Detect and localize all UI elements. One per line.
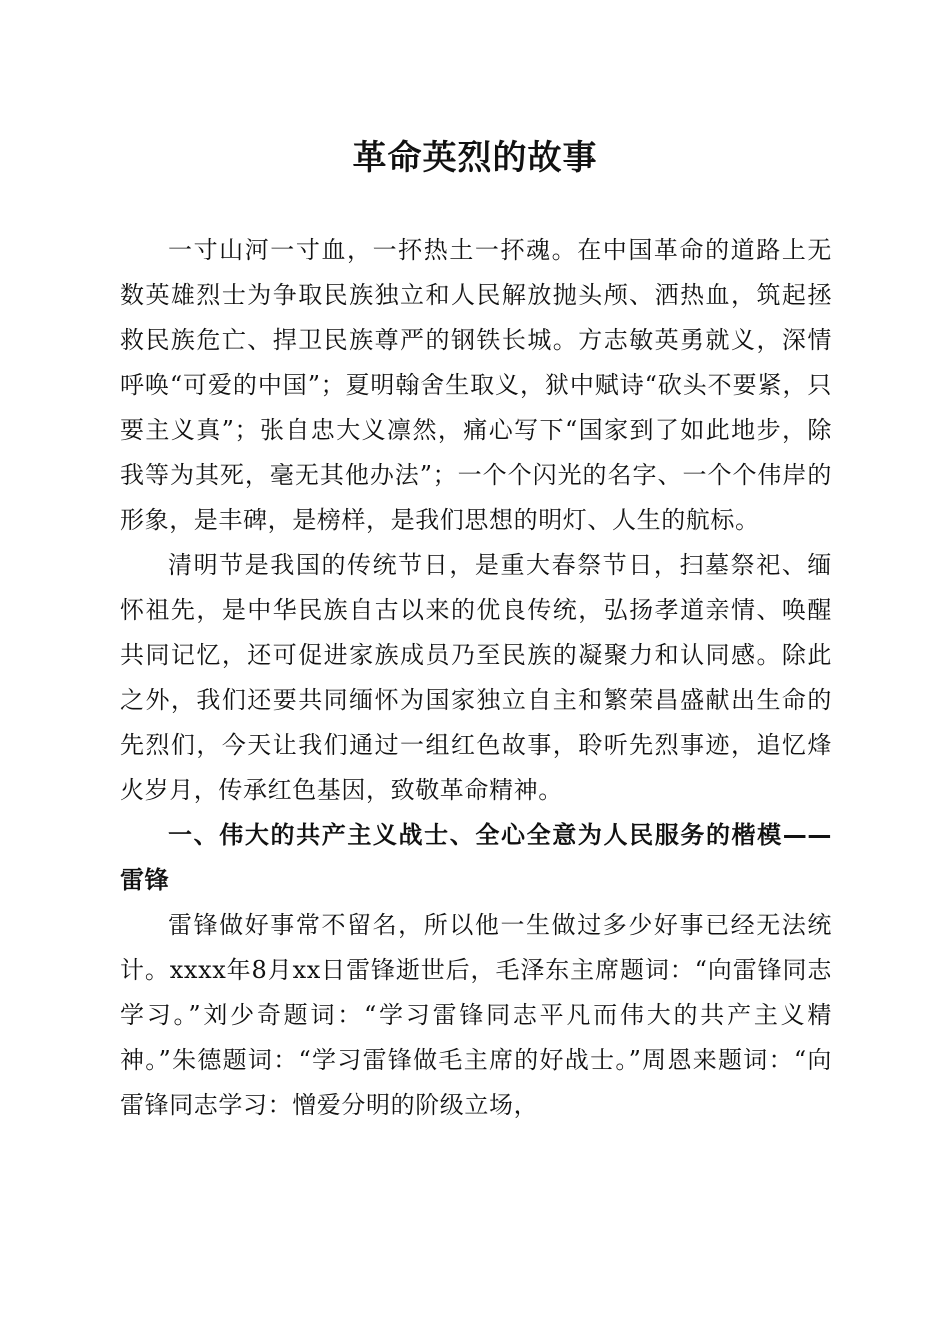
lei-feng-paragraph: 雷锋做好事常不留名，所以他一生做过多少好事已经无法统计。xxxx年8月xx日雷锋逝世后，毛泽东主席题词：“向雷锋同志学习。”刘少奇题词：“学习雷锋同志平凡而伟大的共产主义精神。”朱德题词：“学习雷锋做毛主席的好战士。”周恩来题词：“向雷锋同志学习：憎爱分明的阶级立场，: [120, 911, 832, 1119]
intro-paragraph: 一寸山河一寸血，一抔热土一抔魂。在中国革命的道路上无数英雄烈士为争取民族独立和人民解放抛头颅、洒热血，筑起拯救民族危亡、捍卫民族尊严的钢铁长城。方志敏英勇就义，深情呼唤“可爱的中国”；夏明翰舍生取义，狱中赋诗“砍头不要紧，只要主义真”；张自忠大义凛然，痛心写下“国家到了如此地步，除我等为其死，毫无其他办法”；一个个闪光的名字、一个个伟岸的形象，是丰碑，是榜样，是我们思想的明灯、人生的航标。: [120, 236, 832, 534]
section-heading-lei-feng: 一、伟大的共产主义战士、全心全意为人民服务的楷模——雷锋: [120, 821, 832, 894]
document-body: [120, 228, 832, 1128]
document-title: 革命英烈的故事: [352, 138, 598, 178]
qingming-paragraph: 清明节是我国的传统节日，是重大春祭节日，扫墓祭祀、缅怀祖先，是中华民族自古以来的优良传统，弘扬孝道亲情、唤醒共同记忆，还可促进家族成员乃至民族的凝聚力和认同感。除此之外，我们还要共同缅怀为国家独立自主和繁荣昌盛献出生命的先烈们，今天让我们通过一组红色故事，聆听先烈事迹，追忆烽火岁月，传承红色基因，致敬革命精神。: [120, 551, 832, 804]
